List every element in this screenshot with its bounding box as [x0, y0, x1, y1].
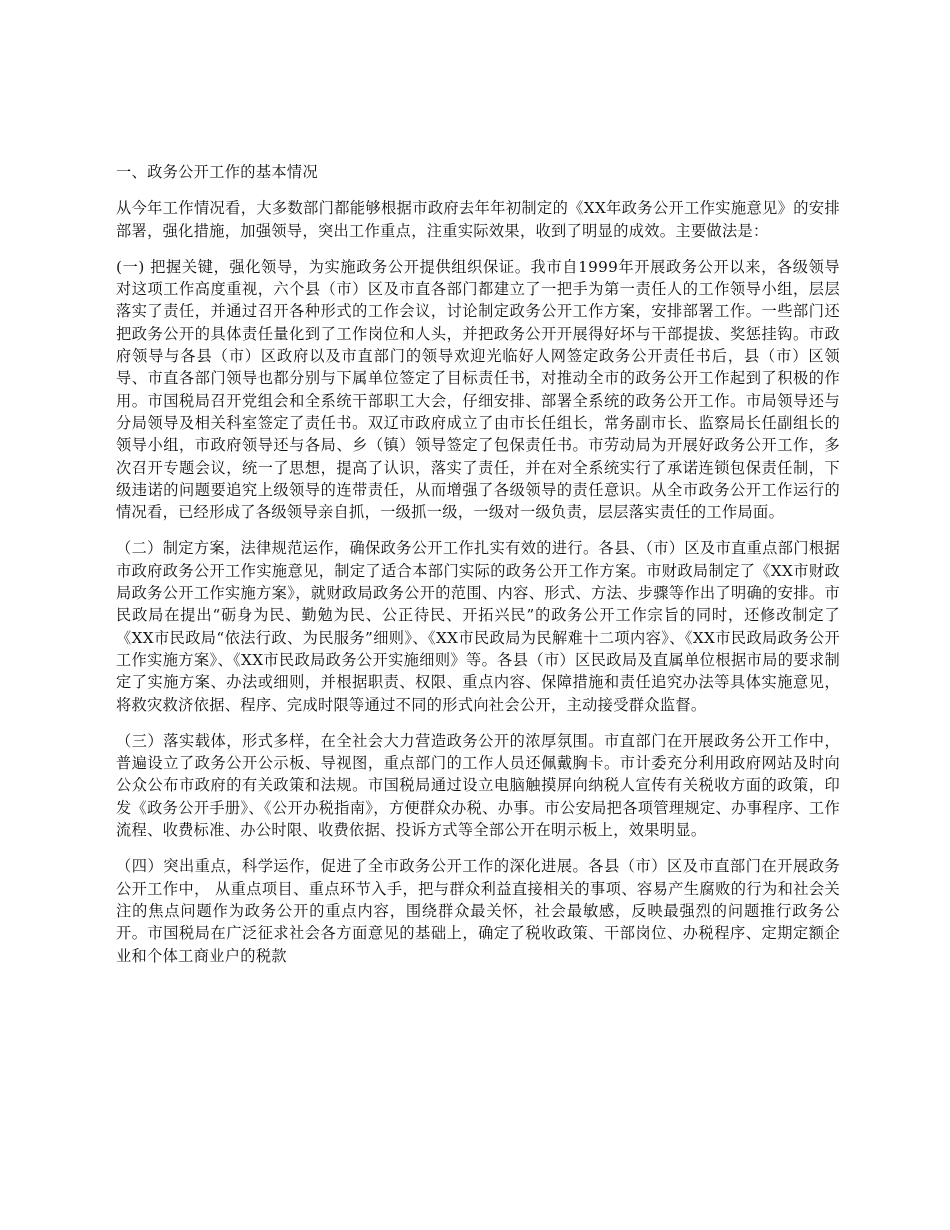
- paragraph-four: （四）突出重点，科学运作，促进了全市政务公开工作的深化进展。各县（市）区及市直部门在开展政务公开工作中， 从重点项目、重点环节入手，把与群众利益直接相关的事项、容易产生腐败的行为和社会关注的焦点问题作为政务公开的重点内容，围绕群众最关怀，社会最敏感，反映最强烈的问题推行政务公开。市国税局在广泛征求社会各方面意见的基础上，确定了税收政策、干部岗位、办税程序、定期定额企业和个体工商业户的税款: [116, 857, 840, 965]
- paragraph-three: （三）落实载体，形式多样，在全社会大力营造政务公开的浓厚氛围。市直部门在开展政务公开工作中，普遍设立了政务公开公示板、导视图，重点部门的工作人员还佩戴胸卡。市计委充分利用政府网站及时向公众公布市政府的有关政策和法规。市国税局通过设立电脑触摸屏向纳税人宣传有关税收方面的政策，印发《政务公开手册》、《公开办税指南》，方便群众办税、办事。市公安局把各项管理规定、办事程序、工作流程、收费标准、办公时限、收费依据、投诉方式等全部公开在明示板上，效果明显。: [116, 731, 840, 840]
- document-body: [116, 161, 840, 981]
- intro-paragraph: 从今年工作情况看，大多数部门都能够根据市政府去年年初制定的《XX年政务公开工作实施意见》的安排部署，强化措施，加强领导，突出工作重点，注重实际效果，收到了明显的成效。主要做法是：: [116, 199, 840, 240]
- section-heading: 一、政务公开工作的基本情况: [116, 163, 318, 181]
- paragraph-two: （二）制定方案，法律规范运作，确保政务公开工作扎实有效的进行。各县、（市）区及市直重点部门根据市政府政务公开工作实施意见，制定了适合本部门实际的政务公开工作方案。市财政局制定了《XX市财政局政务公开工作实施方案》，就财政局政务公开的范围、内容、形式、方法、步骤等作出了明确的安排。市民政局在提出“砺身为民、勤勉为民、公正待民、开拓兴民”的政务公开工作宗旨的同时，还修改制定了《XX市民政局“依法行政、为民服务”细则》、《XX市民政局为民解难十二项内容》、《XX市民政局政务公开工作实施方案》、《XX市民政局政务公开实施细则》等。各县（市）区民政局及直属单位根据市局的要求制定了实施方案、办法或细则，并根据职责、权限、重点内容、保障措施和责任追究办法等具体实施意见，将救灾救济依据、程序、完成时限等通过不同的形式向社会公开，主动接受群众监督。: [116, 539, 840, 714]
- paragraph-one: (一) 把握关键，强化领导，为实施政务公开提供组织保证。我市自1999年开展政务公开以来，各级领导对这项工作高度重视，六个县（市）区及市直各部门都建立了一把手为第一责任人的工作领导小组，层层落实了责任，并通过召开各种形式的工作会议，讨论制定政务公开工作方案，安排部署工作。一些部门还把政务公开的具体责任量化到了工作岗位和人头，并把政务公开开展得好坏与干部提拔、奖惩挂钩。市政府领导与各县（市）区政府以及市直部门的领导欢迎光临好人网签定政务公开责任书后，县（市）区领导、市直各部门领导也都分别与下属单位签定了目标责任书，对推动全市的政务公开工作起到了积极的作用。市国税局召开党组会和全系统干部职工大会，仔细安排、部署全系统的政务公开工作。市局领导还与分局领导及相关科室签定了责任书。双辽市政府成立了由市长任组长，常务副市长、监察局长任副组长的领导小组，市政府领导还与各局、乡（镇）领导签定了包保责任书。市劳动局为开展好政务公开工作，多次召开专题会议，统一了思想，提高了认识，落实了责任，并在对全系统实行了承诺连锁包保责任制，下级违诺的问题要追究上级领导的连带责任，从而增强了各级领导的责任意识。从全市政务公开工作运行的情况看，已经形成了各级领导亲自抓，一级抓一级，一级对一级负责，层层落实责任的工作局面。: [116, 257, 840, 522]
